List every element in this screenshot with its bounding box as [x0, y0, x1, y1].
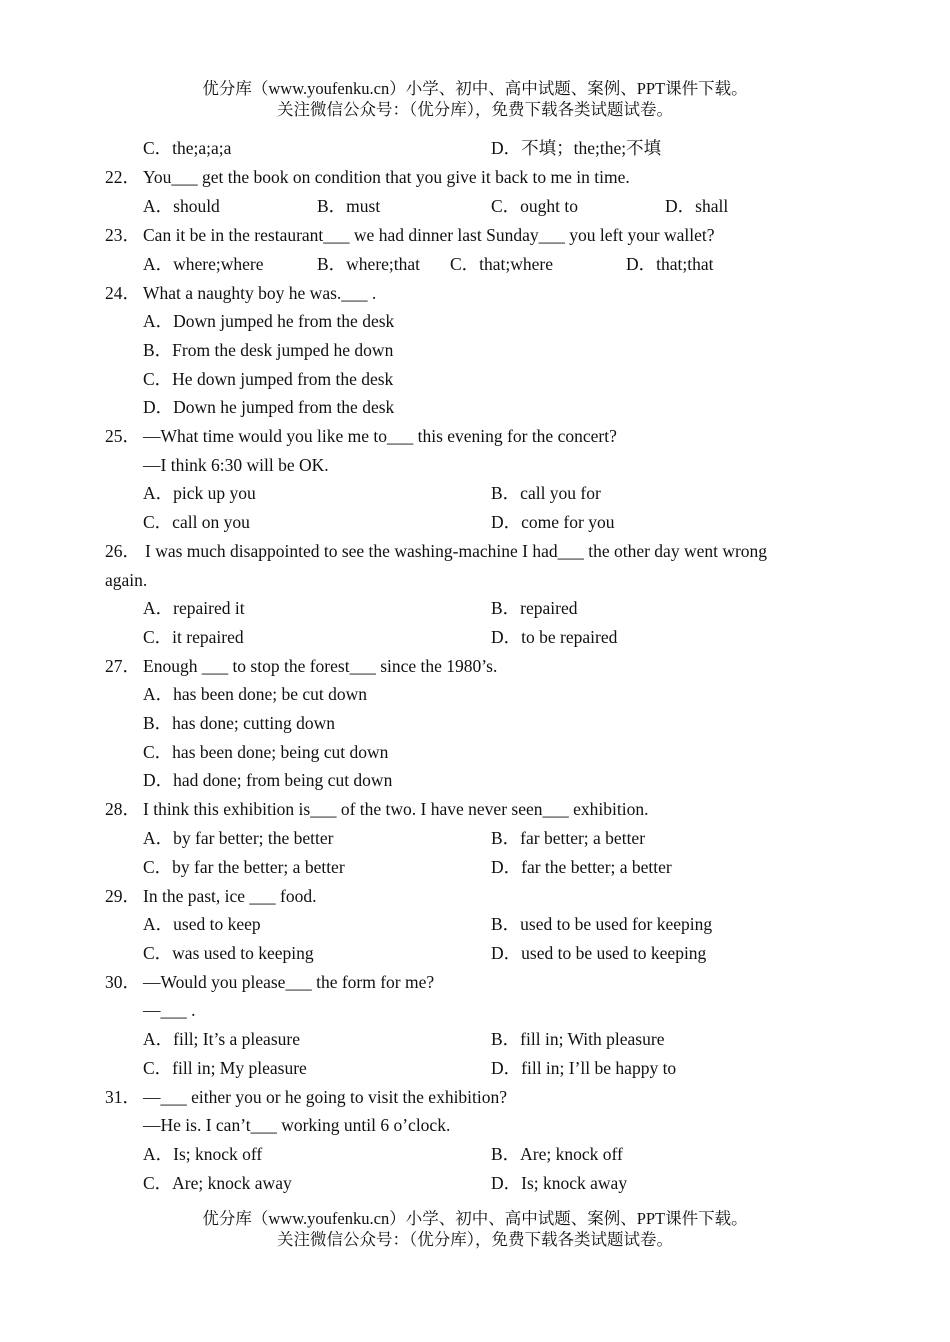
q25-stem-reply: —I think 6:30 will be OK. [143, 455, 329, 475]
q25-stem: —What time would you like me to___ this evening for the concert? [143, 426, 617, 446]
q26-stem-continued: again. [105, 570, 148, 590]
q23-option-b: B．where;that [317, 254, 421, 274]
q25-option-a: A．pick up you [143, 483, 256, 503]
q30-stem-reply: —___ . [143, 1000, 196, 1020]
q25-option-b: B．call you for [491, 483, 601, 503]
q31-option-a: A．Is; knock off [143, 1144, 263, 1164]
q29-option-b: B．used to be used for keeping [491, 914, 713, 934]
q30-stem: —Would you please___ the form for me? [143, 972, 435, 992]
q22-option-c: C．ought to [491, 196, 579, 216]
footer-line-1: 优分库（www.youfenku.cn）小学、初中、高中试题、案例、PPT课件下载。 [202, 1209, 748, 1228]
q27-option-a: A．has been done; be cut down [143, 684, 368, 704]
q28-option-d: D．far the better; a better [491, 857, 672, 877]
q23-option-d: D．that;that [626, 254, 714, 274]
q24-stem: What a naughty boy he was.___ . [143, 283, 377, 303]
q29-option-d: D．used to be used to keeping [491, 943, 707, 963]
header-line-1: 优分库（www.youfenku.cn）小学、初中、高中试题、案例、PPT课件下载。 [202, 79, 748, 98]
q24-option-a: A．Down jumped he from the desk [143, 311, 395, 331]
q28-stem: I think this exhibition is___ of the two. I have never seen___ exhibition. [143, 799, 649, 819]
q29-option-c: C．was used to keeping [143, 943, 314, 963]
q26-option-d: D．to be repaired [491, 627, 618, 647]
q22-option-b: B．must [317, 196, 381, 216]
q29-option-a: A．used to keep [143, 914, 261, 934]
q25-option-d: D．come for you [491, 512, 615, 532]
q26-option-b: B．repaired [491, 598, 578, 618]
q26-stem: I was much disappointed to see the washing-machine I had___ the other day went wrong [145, 541, 768, 561]
q21-option-d: D．不填；the;the;不填 [491, 138, 662, 158]
q26-option-c: C．it repaired [143, 627, 244, 647]
q22-stem: You___ get the book on condition that you give it back to me in time. [143, 167, 630, 187]
page-header [0, 78, 950, 120]
q31-number: 31． [105, 1087, 140, 1107]
q22-option-d: D．shall [665, 196, 729, 216]
q29-number: 29． [105, 886, 140, 906]
q28-option-a: A．by far better; the better [143, 828, 334, 848]
q31-option-b: B．Are; knock off [491, 1144, 623, 1164]
q24-number: 24． [105, 283, 140, 303]
page-footer [0, 1208, 950, 1250]
q25-option-c: C．call on you [143, 512, 250, 532]
q24-option-b: B．From the desk jumped he down [143, 340, 394, 360]
footer-line-2: 关注微信公众号：（优分库），免费下载各类试题试卷。 [277, 1230, 673, 1249]
q23-option-c: C．that;where [450, 254, 554, 274]
q31-option-d: D．Is; knock away [491, 1173, 628, 1193]
q27-option-c: C．has been done; being cut down [143, 742, 389, 762]
q27-option-d: D．had done; from being cut down [143, 770, 393, 790]
q23-number: 23． [105, 225, 140, 245]
q30-option-c: C．fill in; My pleasure [143, 1058, 307, 1078]
q30-number: 30． [105, 972, 140, 992]
q30-option-a: A．fill; It’s a pleasure [143, 1029, 300, 1049]
q24-option-d: D．Down he jumped from the desk [143, 397, 395, 417]
q29-stem: In the past, ice ___ food. [143, 886, 317, 906]
q26-option-a: A．repaired it [143, 598, 245, 618]
q31-stem: —___ either you or he going to visit the exhibition? [143, 1087, 508, 1107]
q23-stem: Can it be in the restaurant___ we had dinner last Sunday___ you left your wallet? [143, 225, 715, 245]
q21-option-c: C．the;a;a;a [143, 138, 232, 158]
q28-number: 28． [105, 799, 140, 819]
q25-number: 25． [105, 426, 140, 446]
header-line-2: 关注微信公众号：（优分库），免费下载各类试题试卷。 [277, 100, 673, 119]
q23-option-a: A．where;where [143, 254, 264, 274]
q22-number: 22． [105, 167, 140, 187]
q27-number: 27． [105, 656, 140, 676]
q30-option-b: B．fill in; With pleasure [491, 1029, 665, 1049]
q24-option-c: C．He down jumped from the desk [143, 369, 394, 389]
q28-option-c: C．by far the better; a better [143, 857, 345, 877]
q27-stem: Enough ___ to stop the forest___ since the 1980’s. [143, 656, 498, 676]
q30-option-d: D．fill in; I’ll be happy to [491, 1058, 677, 1078]
q26-number: 26． [105, 541, 140, 561]
q22-option-a: A．should [143, 196, 220, 216]
q31-option-c: C．Are; knock away [143, 1173, 292, 1193]
q28-option-b: B．far better; a better [491, 828, 646, 848]
q31-stem-reply: —He is. I can’t___ working until 6 o’clock. [143, 1115, 451, 1135]
q27-option-b: B．has done; cutting down [143, 713, 335, 733]
